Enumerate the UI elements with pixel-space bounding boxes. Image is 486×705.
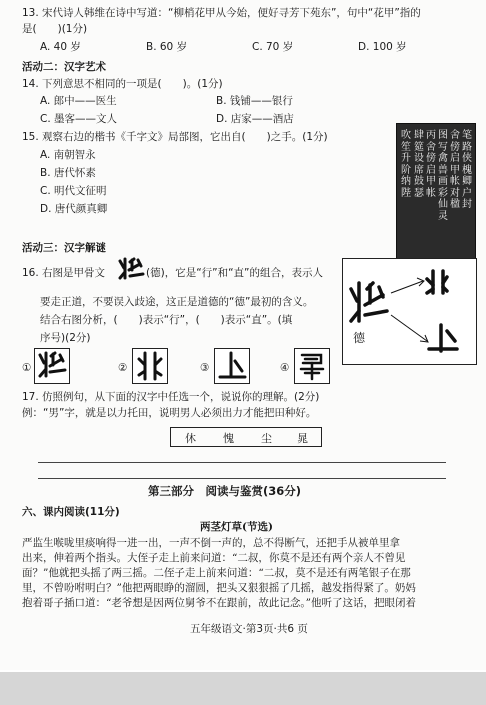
choice-label-3: ③ bbox=[200, 362, 210, 374]
choice-glyph-3 bbox=[214, 348, 250, 384]
q15-stem: 15. 观察右边的楷书《千字文》局部图，它出自( )之手。(1分) bbox=[22, 131, 328, 143]
calligraphy-column: 舍傍启甲帐对楹 bbox=[450, 130, 460, 210]
activity2-heading: 活动二：汉字艺术 bbox=[22, 61, 106, 73]
calligraphy-column: 丙舍傍启甲帐 bbox=[426, 130, 436, 199]
q13-option-c: C. 70 岁 bbox=[252, 41, 294, 53]
answer-line bbox=[38, 462, 446, 463]
q16-line1a: 16. 右图是甲骨文 bbox=[22, 267, 106, 279]
q17-word-table bbox=[170, 427, 322, 447]
choice-label-2: ② bbox=[118, 362, 128, 374]
activity3-heading: 活动三：汉字解谜 bbox=[22, 242, 106, 254]
choice-glyph-2 bbox=[132, 348, 168, 384]
calligraphy-column: 笔路侠槐卿户封 bbox=[462, 130, 472, 210]
q15-option-b: B. 唐代怀素 bbox=[40, 167, 96, 179]
q17-word: 愧 bbox=[223, 432, 234, 445]
q17-word: 休 bbox=[185, 432, 196, 445]
passage-line: 出来，伸着两个指头。大侄子走上前来问道：“二叔，你莫不是还有两个亲人不曾见 bbox=[22, 552, 406, 564]
q16-line4: 序号)(2分) bbox=[40, 332, 91, 344]
q16-line2: 要走正道，不要误入歧途，这正是道德的“德”最初的含义。 bbox=[40, 296, 314, 308]
q16-line1b: (德)，它是“行”和“直”的组合，表示人 bbox=[146, 267, 323, 279]
de-diagram bbox=[342, 258, 477, 365]
q13-option-a: A. 40 岁 bbox=[40, 41, 81, 53]
passage-line: 里，不曾吩咐明白？”他把两眼睁的溜圆，把头又狠狠摇了几摇，越发指得紧了。奶妈 bbox=[22, 582, 416, 594]
q14-option-a: A. 郎中——医生 bbox=[40, 95, 117, 107]
choice-glyph-4 bbox=[294, 348, 330, 384]
passage-line: 面？”他就把头摇了两三摇。二侄子走上前来问道：“二叔，莫不是还有两笔银子在那 bbox=[22, 567, 411, 579]
q13-option-d: D. 100 岁 bbox=[358, 41, 407, 53]
q14-option-d: D. 店家——酒店 bbox=[216, 113, 294, 125]
q14-option-c: C. 墨客——文人 bbox=[40, 113, 118, 125]
choice-glyph-1 bbox=[34, 348, 70, 384]
passage-line: 抱着哥子插口道：“老爷想是因两位舅爷不在跟前，故此记念。”他听了这话，把眼闭着 bbox=[22, 597, 416, 609]
q16-line3: 结合右图分析，( )表示“行”，( )表示“直”。(填 bbox=[40, 314, 293, 326]
q14-option-b: B. 钱铺——银行 bbox=[216, 95, 293, 107]
q17-word: 晁 bbox=[297, 432, 308, 445]
choice-label-1: ① bbox=[22, 362, 32, 374]
part3-title: 第三部分 阅读与鉴赏(36分) bbox=[148, 484, 302, 498]
calligraphy-column: 吹笙升阶纳陛 bbox=[401, 130, 411, 199]
q17-word: 尘 bbox=[261, 432, 272, 445]
q13-option-b: B. 60 岁 bbox=[146, 41, 188, 53]
calligraphy-column: 图写禽兽画彩仙灵 bbox=[438, 130, 448, 222]
choice-label-4: ④ bbox=[280, 362, 290, 374]
passage-title: 两茎灯草(节选) bbox=[200, 521, 273, 533]
q13-line1: 13. 宋代诗人韩维在诗中写道：“柳梢花甲从今始，便好寻芳下苑东”，句中“花甲”指的 bbox=[22, 7, 421, 19]
q15-option-a: A. 南朝智永 bbox=[40, 149, 96, 161]
page-footer: 五年级语文·第3页·共6 页 bbox=[190, 623, 308, 635]
oracle-de-glyph bbox=[116, 256, 146, 286]
q13-line2: 是( )(1分) bbox=[22, 23, 88, 35]
q17-line2: 例：“男”字，就是以力托田，说明男人必须出力才能把田种好。 bbox=[22, 407, 317, 419]
diagram-label: 德 bbox=[353, 331, 366, 345]
passage-line: 严监生喉咙里痰响得一进一出，一声不倒一声的，总不得断气，还把手从被单里拿 bbox=[22, 537, 400, 549]
calligraphy-image bbox=[396, 123, 476, 261]
q17-line1: 17. 仿照例句，从下面的汉字中任选一个，说说你的理解。(2分) bbox=[22, 391, 320, 403]
q15-option-d: D. 唐代颜真卿 bbox=[40, 203, 108, 215]
section6-heading: 六、课内阅读(11分) bbox=[22, 506, 120, 518]
q14-stem: 14. 下列意思不相同的一项是( )。(1分) bbox=[22, 78, 223, 90]
answer-line bbox=[38, 478, 446, 479]
calligraphy-column: 肆筵设席鼓瑟 bbox=[414, 130, 424, 199]
q15-option-c: C. 明代文征明 bbox=[40, 185, 107, 197]
bottom-band bbox=[0, 672, 486, 705]
